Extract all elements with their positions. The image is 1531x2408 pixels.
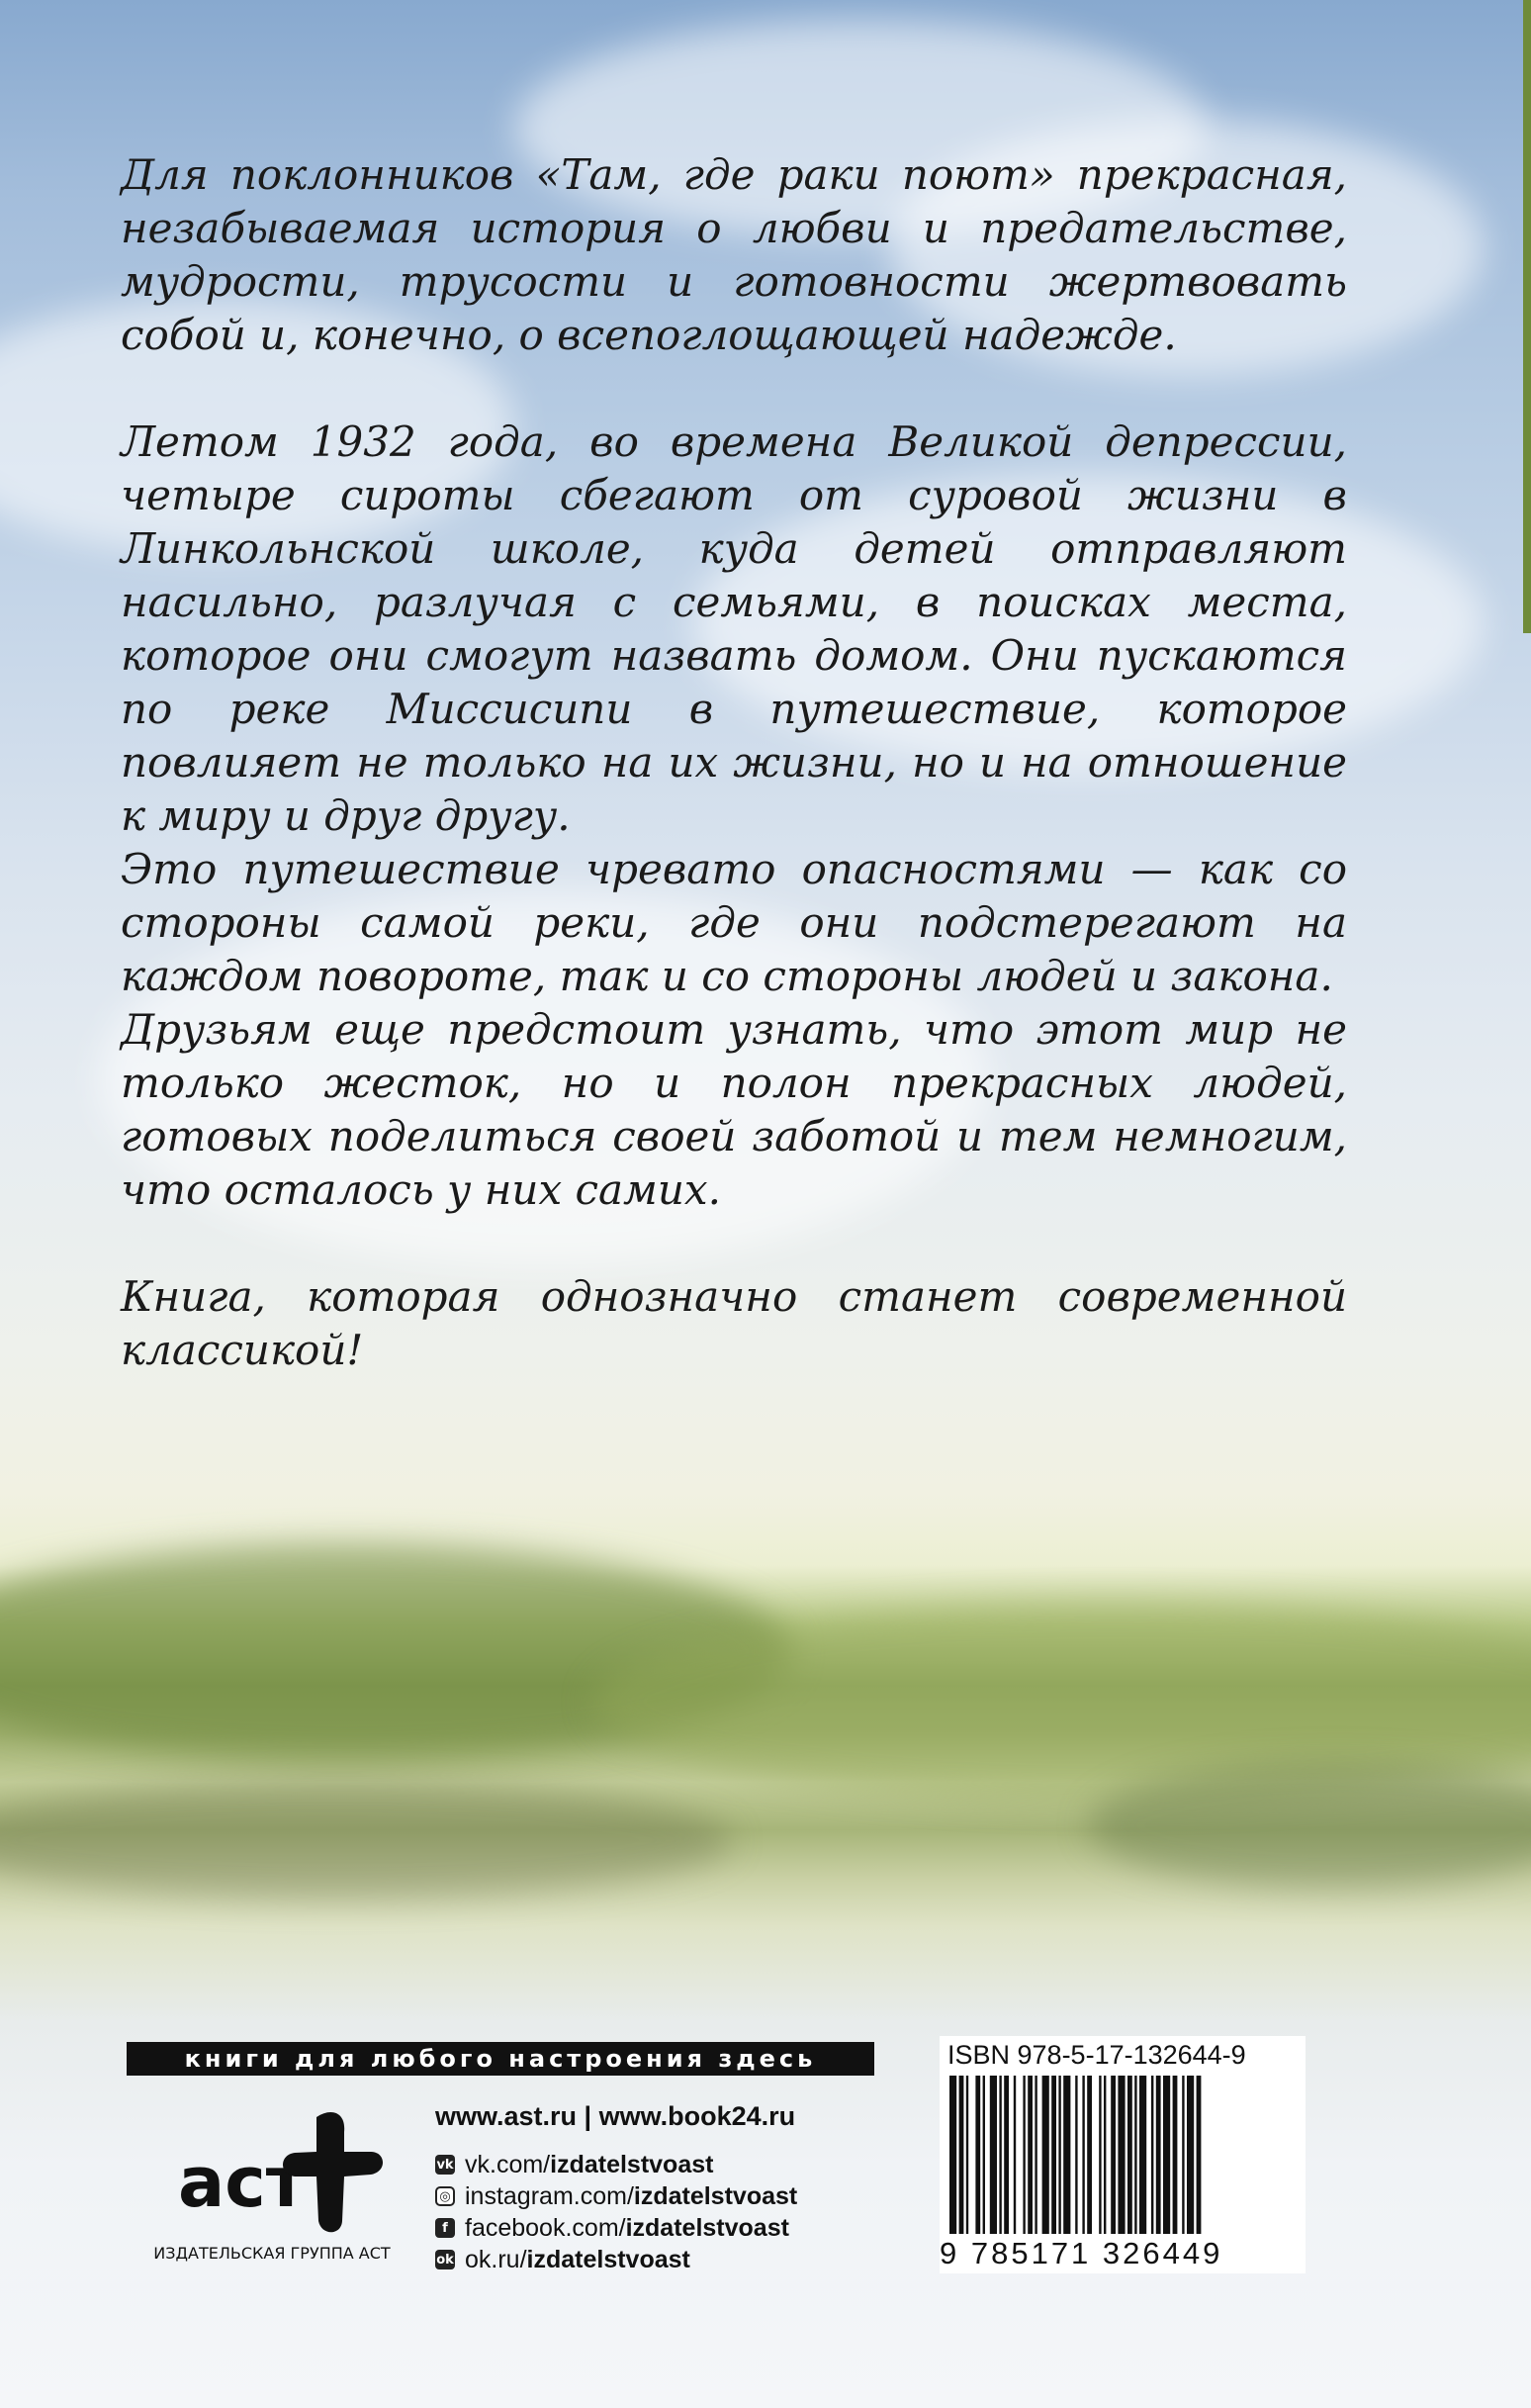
blurb-paragraph: Это путешествие чревато опасностями — как со стороны самой реки, где они подстерегают на каждом повороте, так и со стороны людей и закона. xyxy=(121,845,1347,1000)
barcode-bar xyxy=(1156,2076,1161,2234)
social-prefix: ok.ru/ xyxy=(465,2245,527,2273)
social-link-instagram[interactable] xyxy=(435,2180,797,2212)
social-handle: izdatelstvoast xyxy=(633,2181,798,2210)
social-prefix: vk.com/ xyxy=(465,2150,551,2178)
barcode-bar xyxy=(999,2076,1001,2234)
barcode-bar xyxy=(990,2076,997,2234)
barcode-bar xyxy=(1035,2076,1036,2234)
social-prefix: instagram.com/ xyxy=(465,2181,634,2210)
hill-decoration xyxy=(0,1781,732,1899)
facebook-icon: f xyxy=(435,2218,455,2238)
hill-decoration xyxy=(1088,1761,1531,1890)
barcode-bar xyxy=(1063,2076,1070,2234)
social-prefix: facebook.com/ xyxy=(465,2213,626,2242)
barcode-bar xyxy=(1127,2076,1132,2234)
isbn-label: ISBN 978-5-17-132644-9 xyxy=(947,2040,1246,2070)
ok-icon: ok xyxy=(435,2250,455,2269)
vk-icon: vk xyxy=(435,2155,455,2175)
barcode-bar xyxy=(1028,2076,1033,2234)
website-links[interactable]: www.ast.ru | www.book24.ru xyxy=(435,2101,796,2131)
barcode-bar xyxy=(1014,2076,1016,2234)
spine-edge xyxy=(1523,0,1531,633)
barcode-bar xyxy=(949,2076,956,2234)
social-handle: izdatelstvoast xyxy=(625,2213,789,2242)
barcode-bar xyxy=(1004,2076,1009,2234)
tagline-bar: книги для любого настроения здесь xyxy=(127,2042,874,2076)
barcode-bar xyxy=(1099,2076,1101,2234)
barcode-bar xyxy=(1139,2076,1146,2234)
barcode-bar xyxy=(1058,2076,1060,2234)
barcode-bar xyxy=(1134,2076,1136,2234)
barcode-bar xyxy=(1082,2076,1084,2234)
social-link-vk[interactable] xyxy=(435,2149,797,2180)
barcode-bar xyxy=(975,2076,980,2234)
barcode-bar xyxy=(1087,2076,1092,2234)
ast-logo xyxy=(168,2097,396,2246)
social-link-ok[interactable] xyxy=(435,2244,797,2275)
social-handle: izdatelstvoast xyxy=(550,2150,714,2178)
barcode xyxy=(944,2076,1300,2234)
barcode-bar xyxy=(1051,2076,1056,2234)
logo-text: аст xyxy=(178,2142,307,2223)
barcode-bar xyxy=(1111,2076,1116,2234)
barcode-bar xyxy=(1197,2076,1202,2234)
barcode-bar xyxy=(1075,2076,1077,2234)
barcode-bar xyxy=(1023,2076,1025,2234)
blurb-paragraph: Друзьям еще предстоит узнать, что этот мир не только жесток, но и полон прекрасных людей, готовых поделиться своей заботой и тем немногим, что осталось у них самих. xyxy=(121,1005,1347,1214)
blurb-paragraph: Книга, которая однозначно станет современной классикой! xyxy=(121,1272,1347,1374)
barcode-bar xyxy=(1187,2076,1194,2234)
publisher-name: ИЗДАТЕЛЬСКАЯ ГРУППА АСТ xyxy=(153,2244,391,2263)
barcode-bar xyxy=(966,2076,968,2234)
barcode-bar xyxy=(1118,2076,1125,2234)
barcode-bar xyxy=(1173,2076,1178,2234)
social-link-facebook[interactable] xyxy=(435,2212,797,2244)
barcode-bar xyxy=(1151,2076,1153,2234)
barcode-bar xyxy=(983,2076,985,2234)
barcode-bar xyxy=(1182,2076,1184,2234)
instagram-icon: ◎ xyxy=(435,2186,455,2206)
blurb-paragraph: Летом 1932 года, во времена Великой депрессии, четыре сироты сбегают от суровой жизни в Линкольнской школе, куда детей отправляют насильно, разлучая с семьями, в поисках места, которое они смогут назвать домом. Они пускаются по реке Миссисипи в путешествие, которое повлияет не только на их жизни, но и на отношение к миру и друг другу. xyxy=(121,417,1347,840)
publisher-links xyxy=(435,2101,797,2275)
barcode-bar xyxy=(1104,2076,1106,2234)
barcode-bar xyxy=(1042,2076,1049,2234)
blurb-text xyxy=(121,148,1347,1377)
barcode-digits: 9 785171 326449 xyxy=(940,2236,1223,2270)
blurb-paragraph: Для поклонников «Там, где раки поют» прекрасная, незабываемая история о любви и предательстве, мудрости, трусости и готовности жертвовать собой и, конечно, о всепоглощающей надежде. xyxy=(121,150,1347,359)
social-handle: izdatelstvoast xyxy=(526,2245,690,2273)
barcode-bar xyxy=(959,2076,964,2234)
isbn-barcode-box xyxy=(940,2036,1306,2273)
barcode-bar xyxy=(1163,2076,1170,2234)
